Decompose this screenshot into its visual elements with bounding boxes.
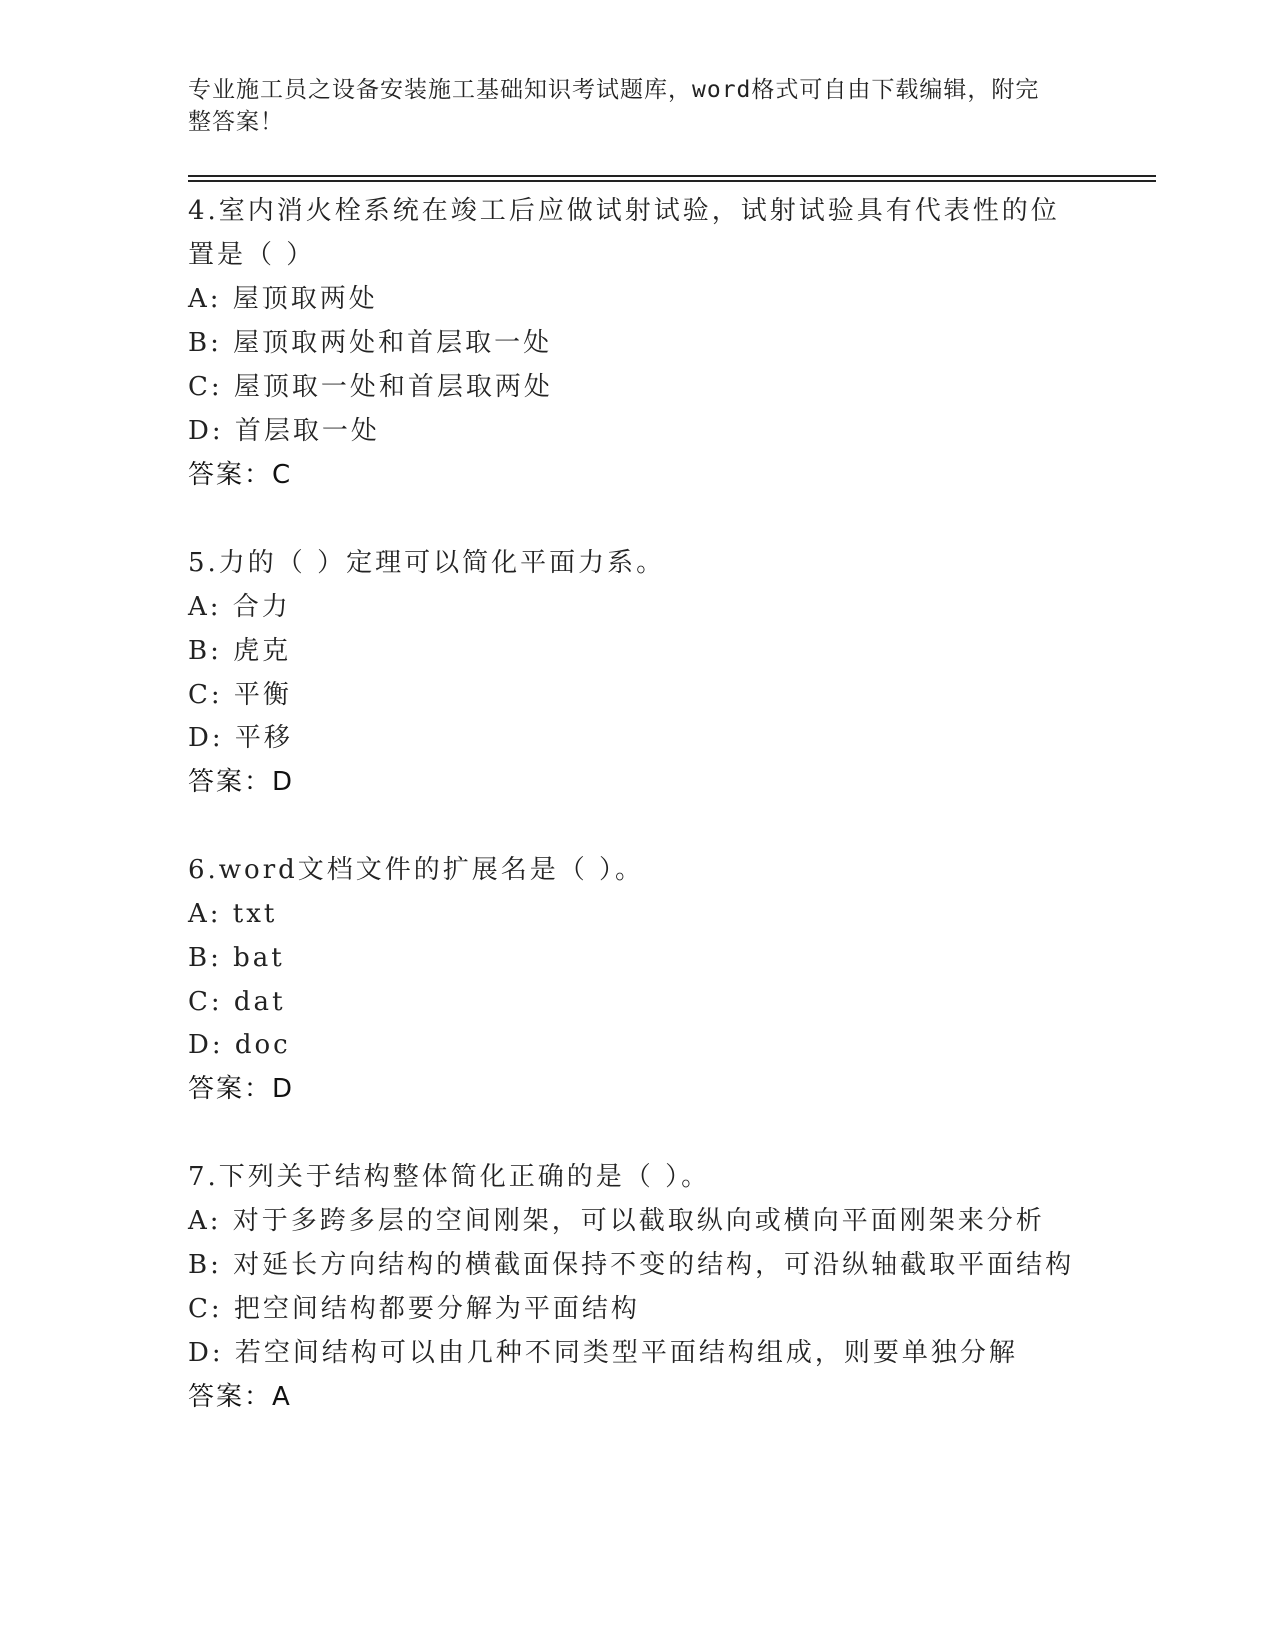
header-rule-bottom	[188, 180, 1156, 182]
header-line-2: 整答案！	[188, 109, 284, 135]
header-rule-top	[188, 175, 1156, 177]
question-4-option-d: D: 首层取一处	[188, 416, 380, 446]
question-5-option-b: B: 虎克	[188, 636, 292, 666]
header-line-1: 专业施工员之设备安装施工基础知识考试题库，word格式可自由下载编辑，附完	[188, 77, 1040, 103]
question-7-option-c: C: 把空间结构都要分解为平面结构	[188, 1294, 640, 1324]
question-6-answer: 答案：D	[188, 1074, 295, 1104]
question-4-option-a: A: 屋顶取两处	[188, 284, 378, 314]
question-5-answer: 答案：D	[188, 767, 295, 797]
question-6-option-a: A: txt	[188, 899, 278, 929]
question-4-option-c: C: 屋顶取一处和首层取两处	[188, 372, 553, 402]
question-6-option-d: D: doc	[188, 1030, 291, 1060]
question-7-answer: 答案：A	[188, 1382, 292, 1412]
question-7-option-d: D: 若空间结构可以由几种不同类型平面结构组成，则要单独分解	[188, 1338, 1018, 1368]
question-5-option-c: C: 平衡	[188, 680, 292, 710]
question-4-stem-line-2: 置是（ ）	[188, 240, 316, 270]
question-7-option-a: A: 对于多跨多层的空间刚架，可以截取纵向或横向平面刚架来分析	[188, 1206, 1045, 1236]
question-5-option-a: A: 合力	[188, 592, 291, 622]
question-5-stem: 5.力的（ ）定理可以简化平面力系。	[188, 548, 666, 578]
question-4-stem-line-1: 4.室内消火栓系统在竣工后应做试射试验，试射试验具有代表性的位	[188, 196, 1060, 226]
question-4-option-b: B: 屋顶取两处和首层取一处	[188, 328, 553, 358]
question-7-stem: 7.下列关于结构整体简化正确的是（ ）。	[188, 1162, 711, 1192]
question-4-answer: 答案：C	[188, 460, 293, 490]
question-5-option-d: D: 平移	[188, 723, 293, 753]
question-7-option-b: B: 对延长方向结构的横截面保持不变的结构，可沿纵轴截取平面结构	[188, 1250, 1075, 1280]
question-6-option-b: B: bat	[188, 943, 285, 973]
question-6-stem: 6.word文档文件的扩展名是（ ）。	[188, 855, 645, 885]
question-6-option-c: C: dat	[188, 987, 286, 1017]
